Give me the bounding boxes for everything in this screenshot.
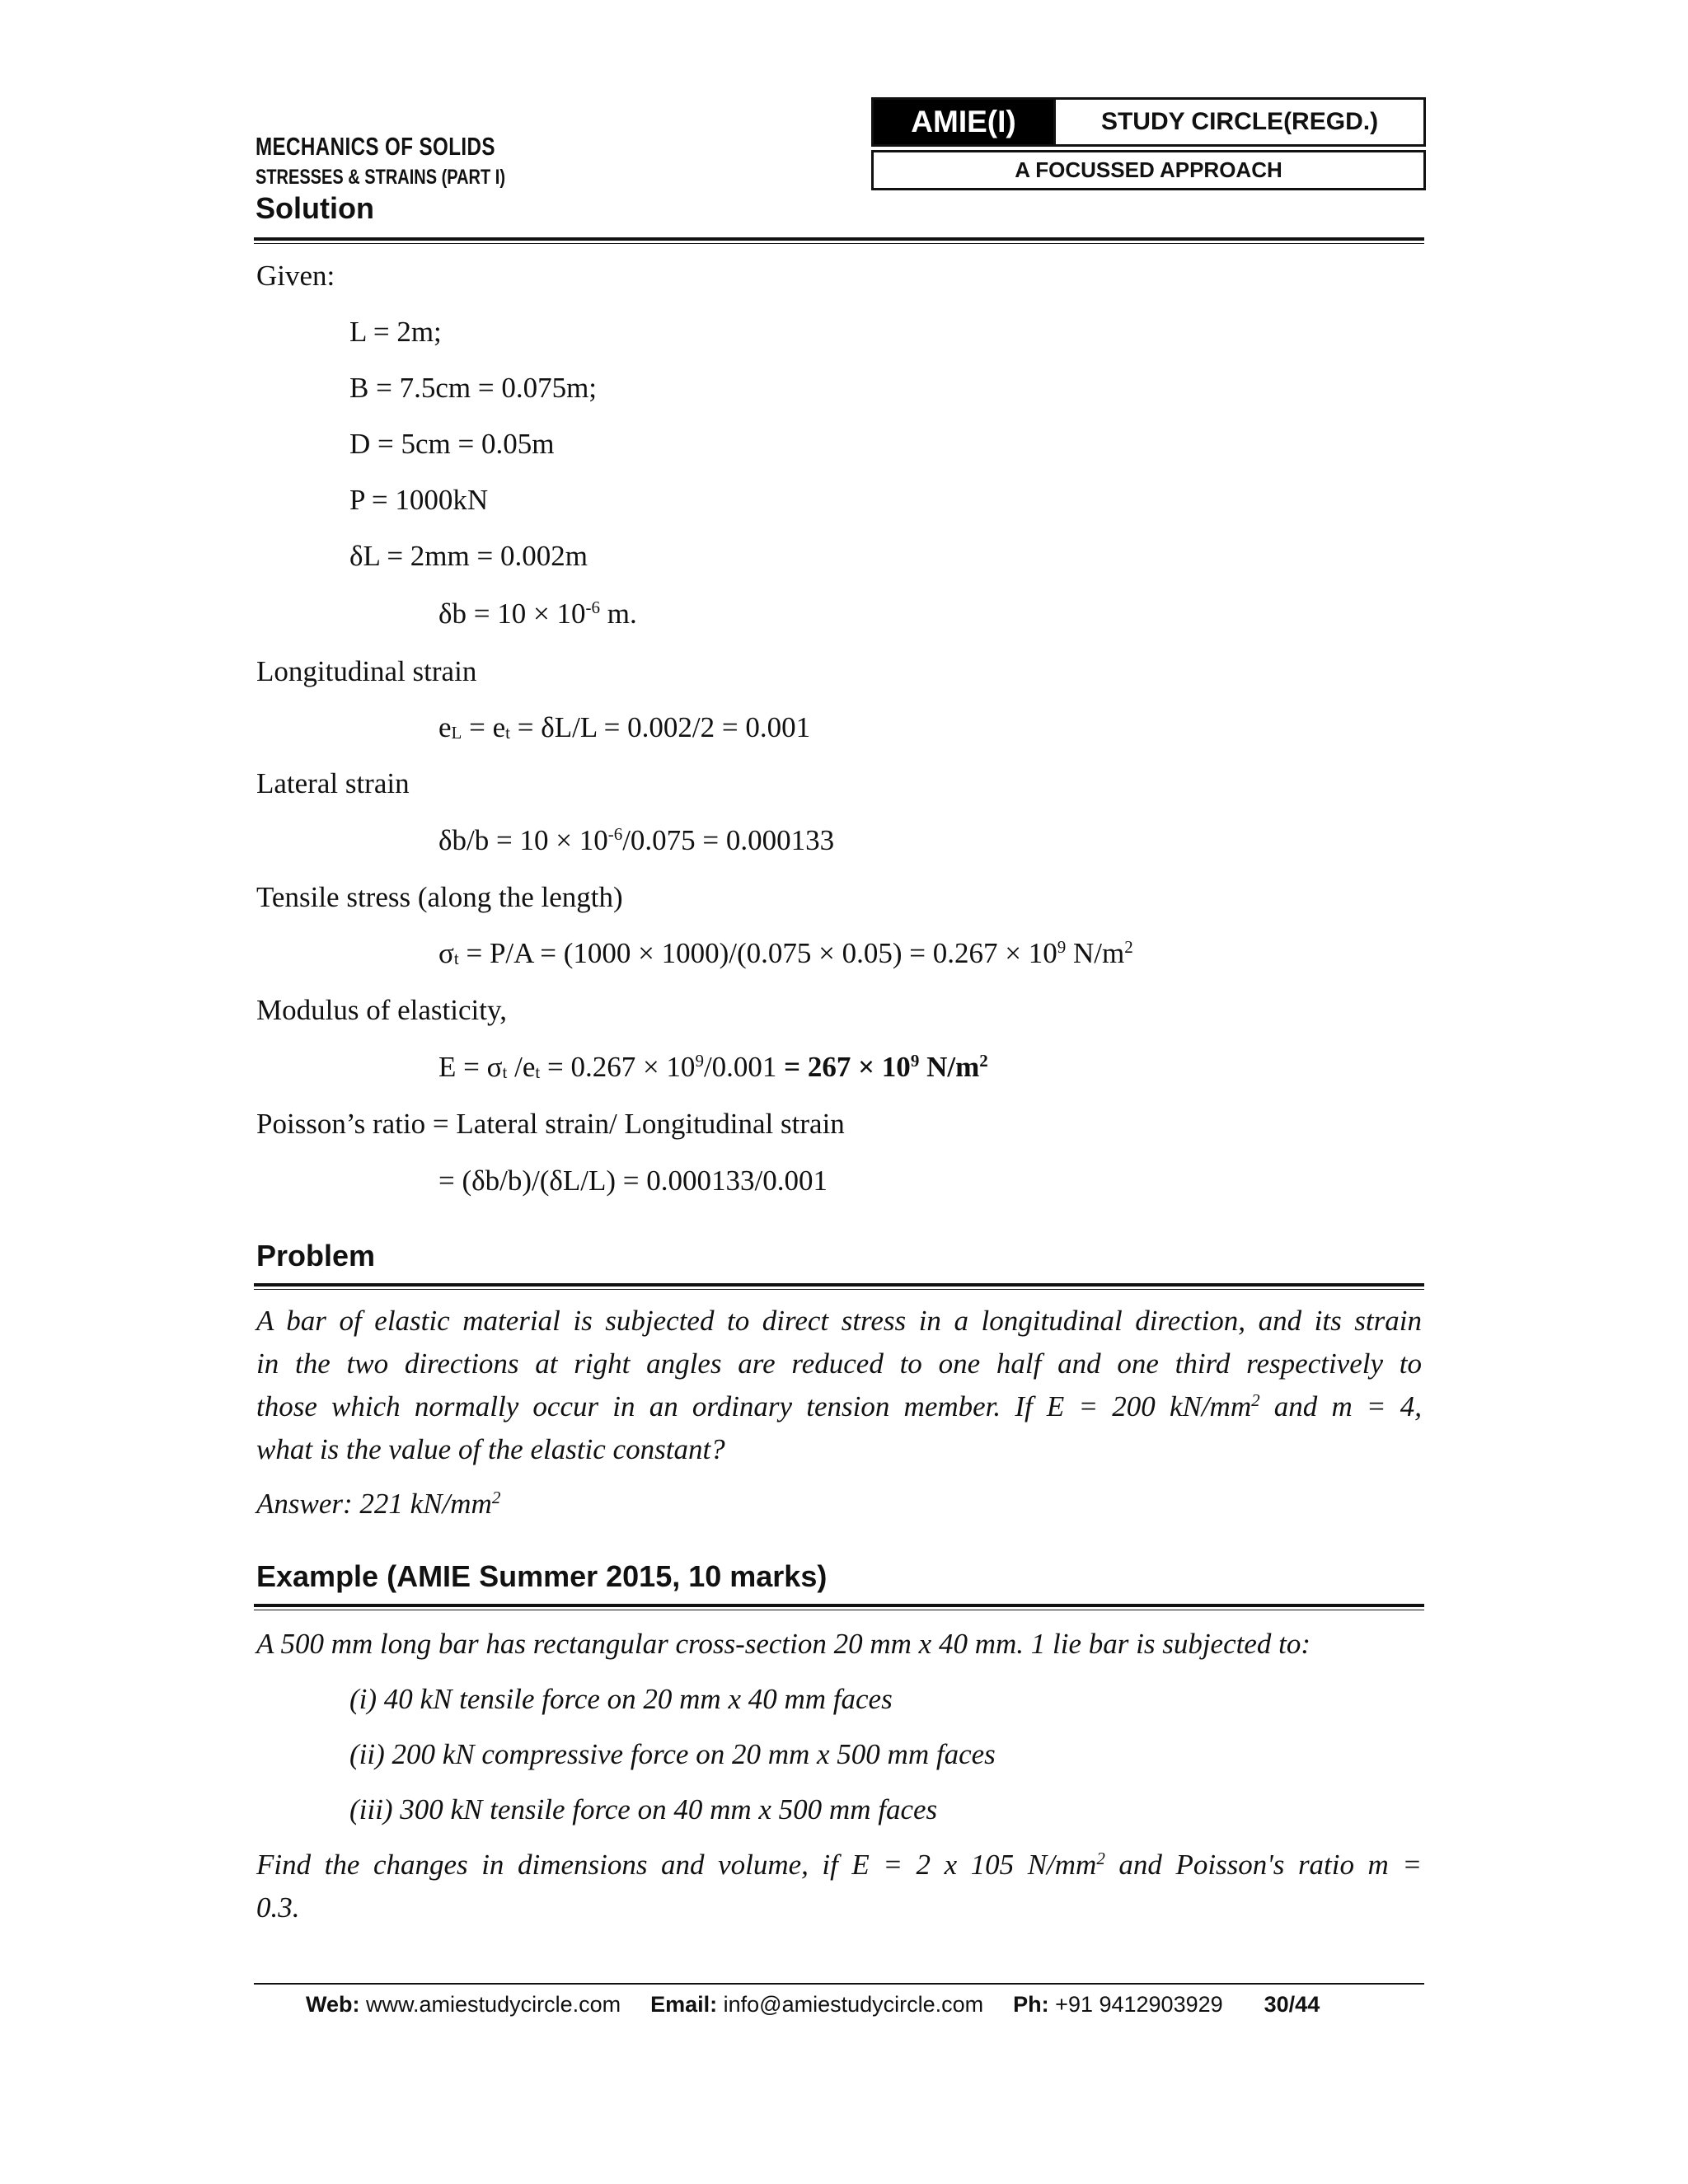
given-load: P = 1000kN [349,484,489,516]
ts-mid: = P/A = (1000 × 1000)/(0.075 × 0.05) = 0.267 × 10 [458,937,1057,969]
mod-bold-exp: 9 [910,1051,920,1071]
eq-mid: = e [462,711,506,743]
example-divider [254,1604,1424,1610]
eq-rest: = δL/L = 0.002/2 = 0.001 [510,711,811,743]
subject-title: MECHANICS OF SOLIDS [256,132,495,161]
problem-line-3 [256,1390,1422,1424]
given-label: Given: [256,260,335,292]
find-tail: and Poisson's ratio m = [1104,1849,1423,1881]
chapter-title: STRESSES & STRAINS (PART I) [256,166,505,189]
tagline-box: A FOCUSSED APPROACH [871,150,1426,190]
lat-rest: /0.075 = 0.000133 [622,824,835,856]
header-divider [254,237,1424,244]
mod-exp: 9 [695,1051,704,1071]
given-elongation: δL = 2mm = 0.002m [349,540,588,572]
mod-bold: = 267 × 10 [784,1051,911,1083]
example-find-last: 0.3. [256,1891,300,1924]
ts-sigma: σ [438,937,454,969]
mod-sub1: t [502,1062,508,1083]
example-find-line [256,1848,1422,1882]
page-number: 30/44 [1264,1992,1320,2017]
given-depth: D = 5cm = 0.05m [349,428,555,460]
web-label: Web: [306,1992,360,2017]
problem-line-4: what is the value of the elastic constant? [256,1433,725,1465]
mod-bold-unit: N/m [919,1051,980,1083]
footer-divider [254,1983,1424,1985]
mod-start: E = σ [438,1051,503,1083]
phone-number: +91 9412903929 [1055,1992,1223,2017]
problem-answer [256,1487,500,1521]
footer [306,1992,1320,2018]
tensile-stress-equation [438,936,1133,971]
problem-heading: Problem [256,1239,376,1272]
given-breadth: B = 7.5cm = 0.075m; [349,372,598,404]
eq-sub-L: L [451,723,462,743]
ts-exp9: 9 [1057,937,1067,958]
footer-web [306,1992,621,2018]
web-link[interactable]: www.amiestudycircle.com [366,1992,621,2017]
mod-result [784,1051,988,1083]
longitudinal-strain-label: Longitudinal strain [256,655,477,687]
phone-label: Ph: [1013,1992,1049,2017]
p3-text: those which normally occur in an ordinary tension member. If E = 200 kN/mm [256,1390,1252,1422]
example-item-3: (iii) 300 kN tensile force on 40 mm x 500 mm faces [349,1793,938,1825]
email-label: Email: [650,1992,718,2017]
ts-unit: N/m [1066,937,1125,969]
mod-mid: /e [507,1051,536,1083]
mod-tail: /0.001 [703,1051,785,1083]
footer-phone [1013,1992,1222,2018]
mod-sub2: t [535,1062,541,1083]
tensile-stress-label: Tensile stress (along the length) [256,881,623,913]
poisson-calculation: = (δb/b)/(δL/L) = 0.000133/0.001 [438,1165,828,1197]
brand-box [871,97,1426,147]
answer-exp: 2 [491,1488,501,1508]
example-heading: Example (AMIE Summer 2015, 10 marks) [256,1559,828,1593]
mod-val: = 0.267 × 10 [540,1051,696,1083]
ts-sub: t [453,949,459,969]
email-link[interactable]: info@amiestudycircle.com [723,1992,984,2017]
given-length: L = 2m; [349,316,442,348]
longitudinal-strain-equation [438,710,810,745]
problem-line-2: in the two directions at right angles are reduced to one half and one third respectively to [256,1347,1422,1380]
find-text: Find the changes in dimensions and volume, if E = 2 x 105 N/mm [256,1849,1097,1881]
db-tail: m. [599,598,637,630]
example-intro: A 500 mm long bar has rectangular cross-section 20 mm x 40 mm. 1 lie bar is subjected to: [256,1628,1311,1660]
example-item-1: (i) 40 kN tensile force on 20 mm x 40 mm faces [349,1683,893,1715]
section-title: Solution [256,191,374,225]
lateral-strain-equation [438,823,834,858]
modulus-label: Modulus of elasticity, [256,994,507,1026]
example-item-2: (ii) 200 kN compressive force on 20 mm x 500 mm faces [349,1738,996,1770]
study-circle-label: STUDY CIRCLE(REGD.) [1053,100,1423,144]
poisson-label: Poisson’s ratio = Lateral strain/ Longitudinal strain [256,1108,845,1140]
db-base: δb = 10 × 10 [438,598,586,630]
footer-email [650,1992,983,2018]
mod-bold-exp2: 2 [979,1051,988,1071]
modulus-equation [438,1050,988,1085]
db-exp: -6 [585,598,600,618]
brand-label: AMIE(I) [874,100,1053,144]
ts-exp2: 2 [1124,937,1133,958]
lat-exp: -6 [607,824,623,845]
p3-tail: and m = 4, [1259,1390,1422,1422]
answer-text: Answer: 221 kN/mm [256,1488,492,1520]
eq-sub-t: t [505,723,510,743]
lat-base: δb/b = 10 × 10 [438,824,608,856]
p3-exp: 2 [1251,1390,1260,1411]
problem-divider [254,1283,1424,1290]
eq-e: e [438,711,452,743]
given-lateral-change [438,597,637,631]
problem-line-1: A bar of elastic material is subjected to direct stress in a longitudinal direction, and its strain [256,1305,1422,1337]
find-exp: 2 [1096,1849,1105,1869]
lateral-strain-label: Lateral strain [256,767,410,799]
